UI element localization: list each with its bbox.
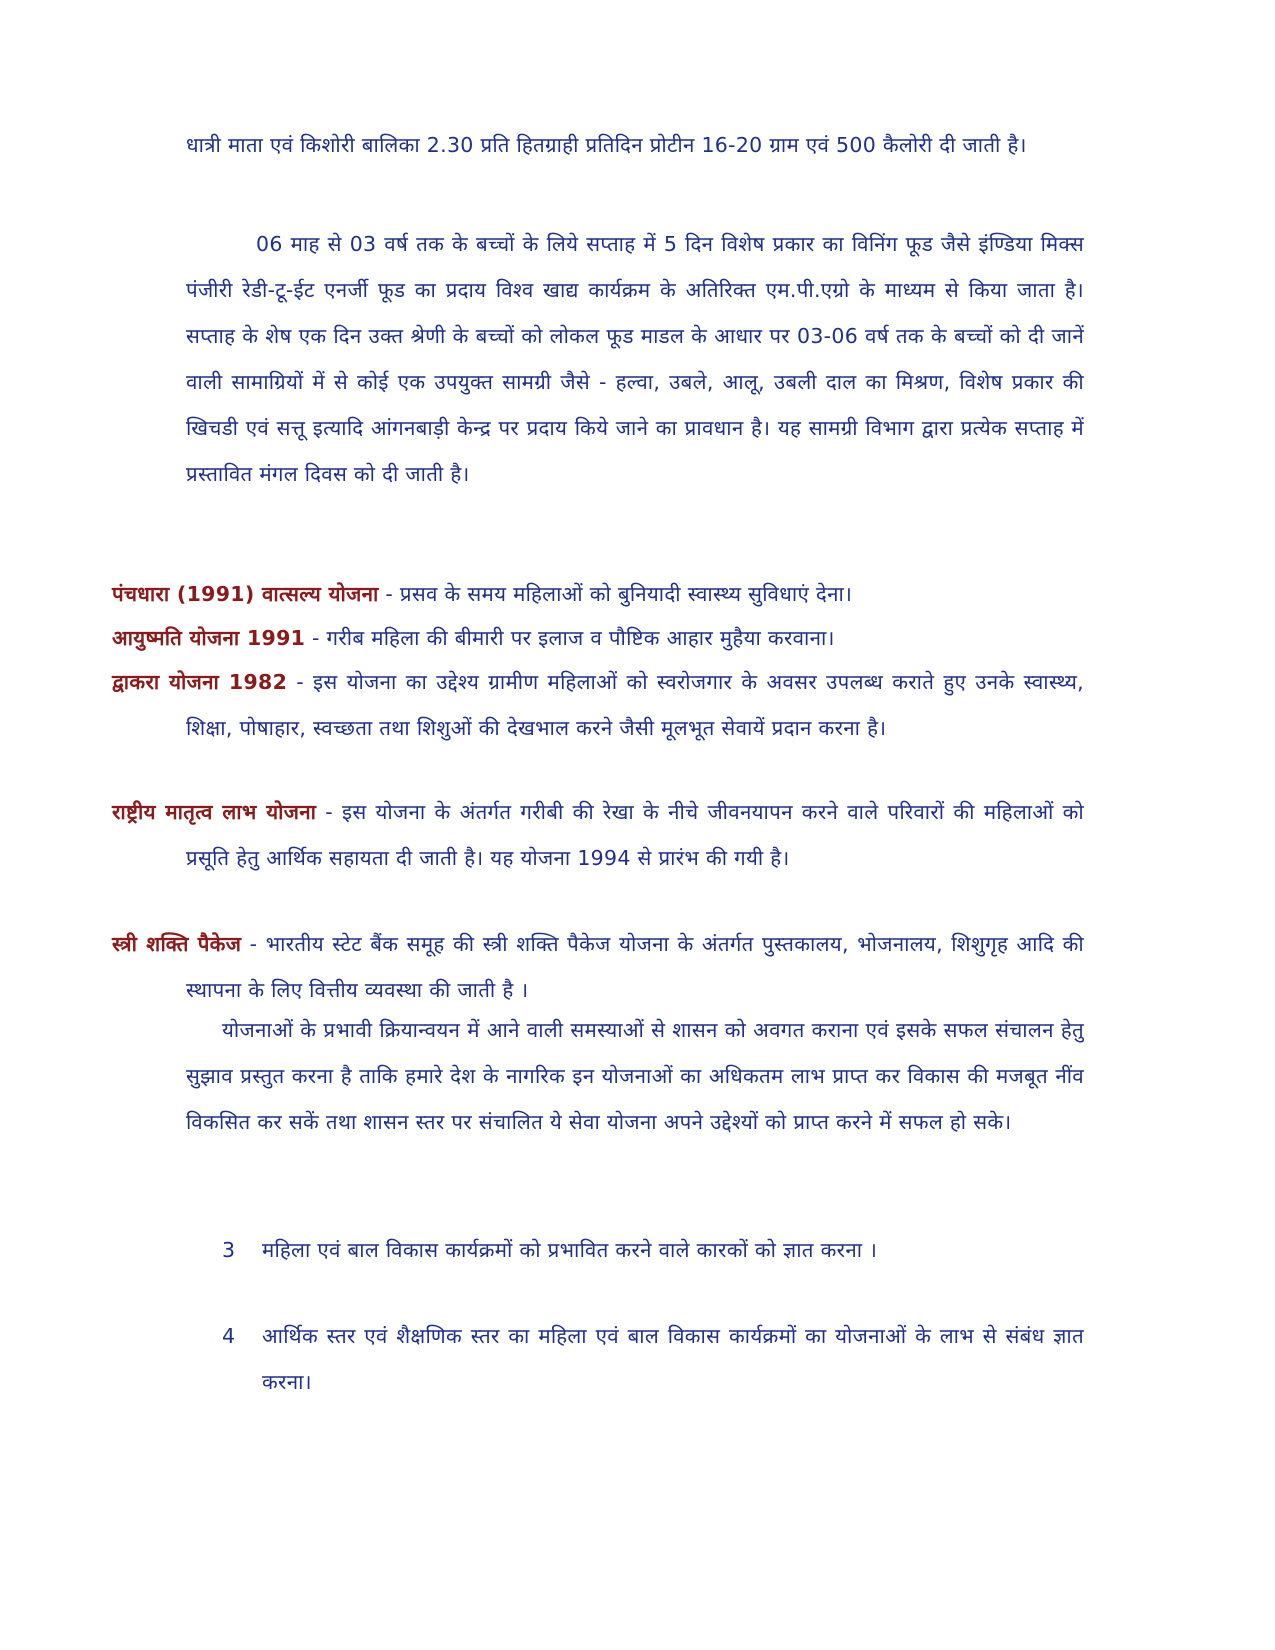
scheme-term: स्त्री शक्ति पैकेज: [112, 932, 242, 956]
objective-text: आर्थिक स्तर एवं शैक्षणिक स्तर का महिला एवं बाल विकास कार्यक्रमों का योजनाओं के लाभ से संबंध ज्ञात करना।: [262, 1324, 1084, 1394]
paragraph-text: 06 माह से 03 वर्ष तक के बच्चों के लिये सप्ताह में 5 दिन विशेष प्रकार का विनिंग फूड जैसे इंण्डिया मिक्स पंजीरी रेडी-टू-ईट एनर्जी फूड का प्रदाय विश्व खाद्य कार्यक्रम के अतिरिक्त एम.पी.एग्रो के माध्यम से किया जाता है। सप्ताह के शेष एक दिन उक्त श्रेणी के बच्चों को लोकल फूड माडल के आधार पर 03-06 वर्ष तक के बच्चों को दी जानें वाली सामाग्रियों में से कोई एक उपयुक्त सामग्री जैसे - हल्वा, उबले, आलू, उबली दाल का मिश्रण, विशेष प्रकार की खिचडी एवं सत्तू इत्यादि आंगनबाड़ी केन्द्र पर प्रदाय किये जाने का प्रावधान है। यह सामग्री विभाग द्वारा प्रत्येक सप्ताह में प्रस्तावित मंगल दिवस को दी जाती है।: [186, 232, 1084, 486]
scheme-description: - प्रसव के समय महिलाओं को बुनियादी स्वास्थ्य सुविधाएं देना।: [378, 582, 853, 606]
paragraph-nutrition: [186, 122, 1084, 168]
scheme-description: - गरीब महिला की बीमारी पर इलाज व पौष्टिक आहार मुहैया करवाना।: [305, 626, 835, 650]
scheme-term: आयुष्मति योजना 1991: [112, 626, 306, 650]
scheme-panchdhara: [112, 571, 1084, 617]
paragraph-text: योजनाओं के प्रभावी क्रियान्वयन में आने वाली समस्याओं से शासन को अवगत कराना एवं इसके सफल संचालन हेतु सुझाव प्रस्तुत करना है ताकि हमारे देश के नागरिक इन योजनाओं का अधिकतम लाभ प्राप्त कर विकास की मजबूत नींव विकसित कर सकें तथा शासन स्तर पर संचालित ये सेवा योजना अपने उद्देश्यों को प्राप्त करने में सफल हो सके।: [186, 1018, 1084, 1134]
scheme-description: - इस योजना का उद्देश्य ग्रामीण महिलाओं को स्वरोजगार के अवसर उपलब्ध कराते हुए उनके स्वास्थ्य, शिक्षा, पोषाहार, स्वच्छता तथा शिशुओं की देखभाल करने जैसी मूलभूत सेवायें प्रदान करना है।: [186, 670, 1085, 740]
paragraph-text: धात्री माता एवं किशोरी बालिका 2.30 प्रति हितग्राही प्रतिदिन प्रोटीन 16-20 ग्राम एवं 500 कैलोरी दी जाती है।: [186, 133, 1027, 157]
paragraph-objective-summary: [186, 1007, 1084, 1145]
objective-number: 4: [222, 1324, 236, 1348]
scheme-term: पंचधारा (1991) वात्सल्य योजना: [112, 582, 379, 606]
paragraph-weaning-food: [186, 221, 1084, 497]
scheme-term: द्वाकरा योजना 1982: [112, 670, 288, 694]
scheme-term: राष्ट्रीय मातृत्व लाभ योजना: [112, 800, 317, 824]
objective-item: [222, 1227, 1084, 1273]
objective-number: 3: [222, 1238, 236, 1262]
scheme-description: - इस योजना के अंतर्गत गरीबी की रेखा के नीचे जीवनयापन करने वाले परिवारों की महिलाओं को प्रसूति हेतु आर्थिक सहायता दी जाती है। यह योजना 1994 से प्रारंभ की गयी है।: [186, 800, 1085, 870]
scheme-dwacra: [112, 659, 1084, 751]
objective-item: [222, 1313, 1084, 1405]
scheme-matritva-labh: [112, 789, 1084, 881]
objective-text: महिला एवं बाल विकास कार्यक्रमों को प्रभावित करने वाले कारकों को ज्ञात करना ।: [262, 1238, 878, 1262]
scheme-description: - भारतीय स्टेट बैंक समूह की स्त्री शक्ति पैकेज योजना के अंतर्गत पुस्तकालय, भोजनालय, शिशुगृह आदि की स्थापना के लिए वित्तीय व्यवस्था की जाती है ।: [186, 932, 1084, 1002]
scheme-stri-shakti: [112, 921, 1084, 1013]
scheme-ayushmati: [112, 615, 1084, 661]
